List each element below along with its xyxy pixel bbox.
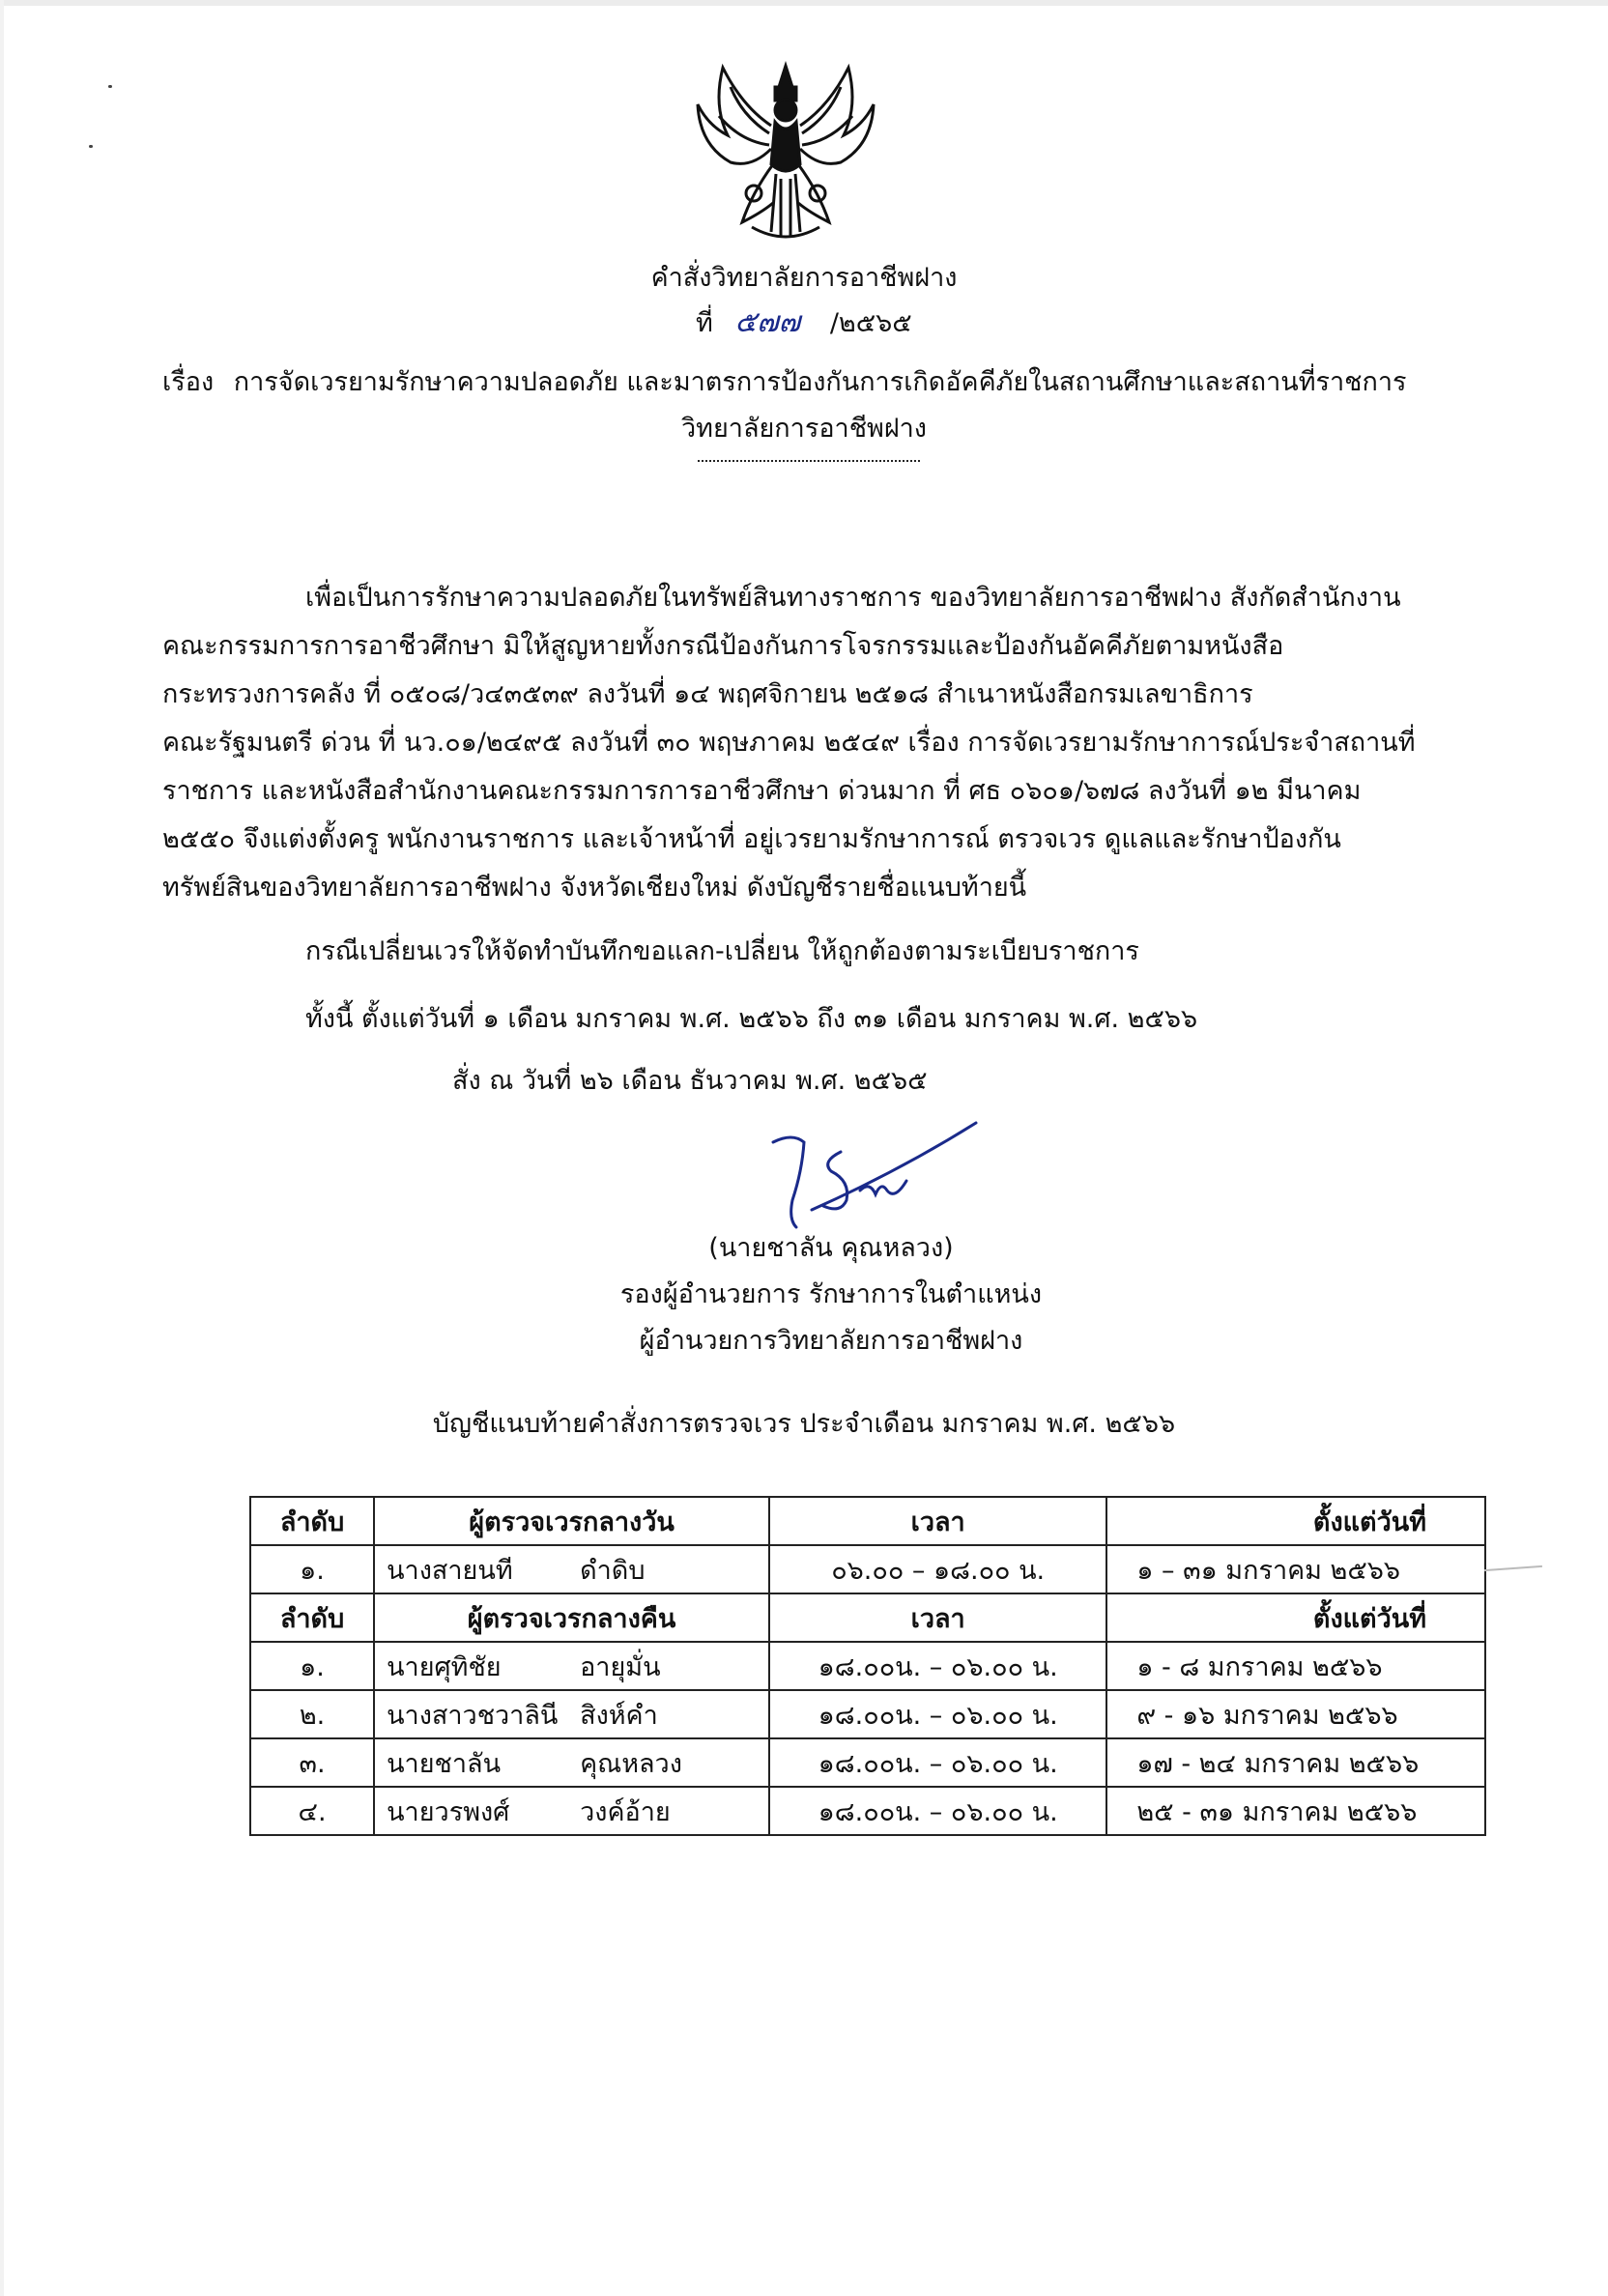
last-name: ดำดิบ <box>580 1555 646 1586</box>
inspector-name <box>374 1642 769 1690</box>
duty-time: ๐๖.๐๐ – ๑๘.๐๐ น. <box>769 1545 1106 1593</box>
subject-text: การจัดเวรยามรักษาความปลอดภัย และมาตรการป้องกันการเกิดอัคคีภัยในสถานศึกษาและสถานที่ราชการ <box>233 367 1407 397</box>
subject-line-2: วิทยาลัยการอาชีพฝาง <box>681 414 927 444</box>
body-line-3: กระทรวงการคลัง ที่ ๐๕๐๘/ว๔๓๕๓๙ ลงวันที่ ๑๔ พฤศจิกายน ๒๕๑๘ สำเนาหนังสือกรมเลขาธิการ <box>162 679 1253 709</box>
table-row <box>250 1545 1485 1593</box>
table-row <box>250 1787 1485 1835</box>
inspector-name <box>374 1787 769 1835</box>
header-dates: ตั้งแต่วันที่ <box>1106 1593 1485 1642</box>
duty-dates: ๑ – ๓๑ มกราคม ๒๕๖๖ <box>1106 1545 1485 1593</box>
duty-schedule-table <box>249 1496 1486 1836</box>
inspector-name <box>374 1545 769 1593</box>
duty-time: ๑๘.๐๐น. – ๐๖.๐๐ น. <box>769 1642 1106 1690</box>
row-number: ๓. <box>250 1738 374 1787</box>
last-name: อายุมั่น <box>580 1651 661 1682</box>
separator-dotted-line <box>698 460 920 462</box>
inspector-name <box>374 1738 769 1787</box>
scan-speck <box>89 145 93 148</box>
header-night-inspector: ผู้ตรวจเวรกลางคืน <box>374 1593 769 1642</box>
first-name: นางสายนที <box>387 1555 513 1586</box>
order-number-year: /๒๕๖๕ <box>829 308 912 338</box>
table-row <box>250 1690 1485 1738</box>
order-number-handwritten: ๕๗๗ <box>734 305 801 339</box>
scan-top-edge <box>0 0 1608 6</box>
header-day-inspector: ผู้ตรวจเวรกลางวัน <box>374 1497 769 1545</box>
body-line-6: ๒๕๕๐ จึงแต่งตั้งครู พนักงานราชการ และเจ้าหน้าที่ อยู่เวรยามรักษาการณ์ ตรวจเวร ดูแลและรักษาป้องกัน <box>162 824 1341 854</box>
last-name: วงค์อ้าย <box>580 1796 671 1827</box>
table-row <box>250 1642 1485 1690</box>
body-line-4: คณะรัฐมนตรี ด่วน ที่ นว.๐๑/๒๔๙๕ ลงวันที่ ๓๐ พฤษภาคม ๒๕๔๙ เรื่อง การจัดเวรยามรักษาการณ์ประจำสถานที่ <box>162 728 1416 758</box>
subject-line <box>162 365 1407 400</box>
header-time: เวลา <box>769 1593 1106 1642</box>
order-title: คำสั่งวิทยาลัยการอาชีพฝาง <box>650 263 958 293</box>
scan-pen-mark <box>1484 1565 1542 1571</box>
first-name: นางสาวชวาลินี <box>387 1700 559 1731</box>
duty-dates: ๑๗ - ๒๔ มกราคม ๒๕๖๖ <box>1106 1738 1485 1787</box>
duty-dates: ๙ - ๑๖ มกราคม ๒๕๖๖ <box>1106 1690 1485 1738</box>
duty-time: ๑๘.๐๐น. – ๐๖.๐๐ น. <box>769 1787 1106 1835</box>
signatory-position-2: ผู้อำนวยการวิทยาลัยการอาชีพฝาง <box>639 1326 1023 1356</box>
duty-dates: ๑ - ๘ มกราคม ๒๕๖๖ <box>1106 1642 1485 1690</box>
body-line-7: ทรัพย์สินของวิทยาลัยการอาชีพฝาง จังหวัดเชียงใหม่ ดังบัญชีรายชื่อแนบท้ายนี้ <box>162 873 1027 903</box>
subject-label: เรื่อง <box>162 367 215 397</box>
last-name: คุณหลวง <box>580 1748 682 1779</box>
row-number: ๒. <box>250 1690 374 1738</box>
header-order: ลำดับ <box>250 1593 374 1642</box>
inspector-name <box>374 1690 769 1738</box>
body-line-5: ราชการ และหนังสือสำนักงานคณะกรรมการการอาชีวศึกษา ด่วนมาก ที่ ศธ ๐๖๐๑/๖๗๘ ลงวันที่ ๑๒ มีนาคม <box>162 776 1362 806</box>
last-name: สิงห์คำ <box>580 1700 658 1731</box>
header-dates: ตั้งแต่วันที่ <box>1106 1497 1485 1545</box>
header-time: เวลา <box>769 1497 1106 1545</box>
handwritten-signature <box>754 1113 986 1248</box>
scan-left-edge <box>0 0 4 2296</box>
duty-time: ๑๘.๐๐น. – ๐๖.๐๐ น. <box>769 1738 1106 1787</box>
order-number-prefix: ที่ <box>696 308 713 338</box>
effective-period: ทั้งนี้ ตั้งแต่วันที่ ๑ เดือน มกราคม พ.ศ. ๒๕๖๖ ถึง ๓๑ เดือน มกราคม พ.ศ. ๒๕๖๖ <box>305 1004 1198 1034</box>
scan-speck <box>108 85 112 88</box>
first-name: นายวรพงศ์ <box>387 1796 510 1827</box>
first-name: นายชาลัน <box>387 1748 502 1779</box>
signatory-name: (นายชาลัน คุณหลวง) <box>708 1233 954 1263</box>
duty-dates: ๒๕ - ๓๑ มกราคม ๒๕๖๖ <box>1106 1787 1485 1835</box>
table-header-row <box>250 1497 1485 1545</box>
duty-time: ๑๘.๐๐น. – ๐๖.๐๐ น. <box>769 1690 1106 1738</box>
signatory-position-1: รองผู้อำนวยการ รักษาการในตำแหน่ง <box>619 1279 1043 1309</box>
row-number: ๑. <box>250 1545 374 1593</box>
row-number: ๑. <box>250 1642 374 1690</box>
ordered-date: สั่ง ณ วันที่ ๒๖ เดือน ธันวาคม พ.ศ. ๒๕๖๕ <box>452 1066 928 1096</box>
body-line-1: เพื่อเป็นการรักษาความปลอดภัยในทรัพย์สินทางราชการ ของวิทยาลัยการอาชีพฝาง สังกัดสำนักงาน <box>305 583 1401 613</box>
garuda-emblem-icon <box>684 48 887 251</box>
table-header-row <box>250 1593 1485 1642</box>
header-order: ลำดับ <box>250 1497 374 1545</box>
table-row <box>250 1738 1485 1787</box>
first-name: นายศุทิชัย <box>387 1651 502 1682</box>
order-number <box>696 305 912 341</box>
swap-note: กรณีเปลี่ยนเวรให้จัดทำบันทึกขอแลก-เปลี่ยน ให้ถูกต้องตามระเบียบราชการ <box>305 936 1139 966</box>
body-line-2: คณะกรรมการการอาชีวศึกษา มิให้สูญหายทั้งกรณีป้องกันการโจรกรรมและป้องกันอัคคีภัยตามหนังสือ <box>162 631 1284 661</box>
schedule-title: บัญชีแนบท้ายคำสั่งการตรวจเวร ประจำเดือน มกราคม พ.ศ. ๒๕๖๖ <box>432 1409 1176 1439</box>
row-number: ๔. <box>250 1787 374 1835</box>
